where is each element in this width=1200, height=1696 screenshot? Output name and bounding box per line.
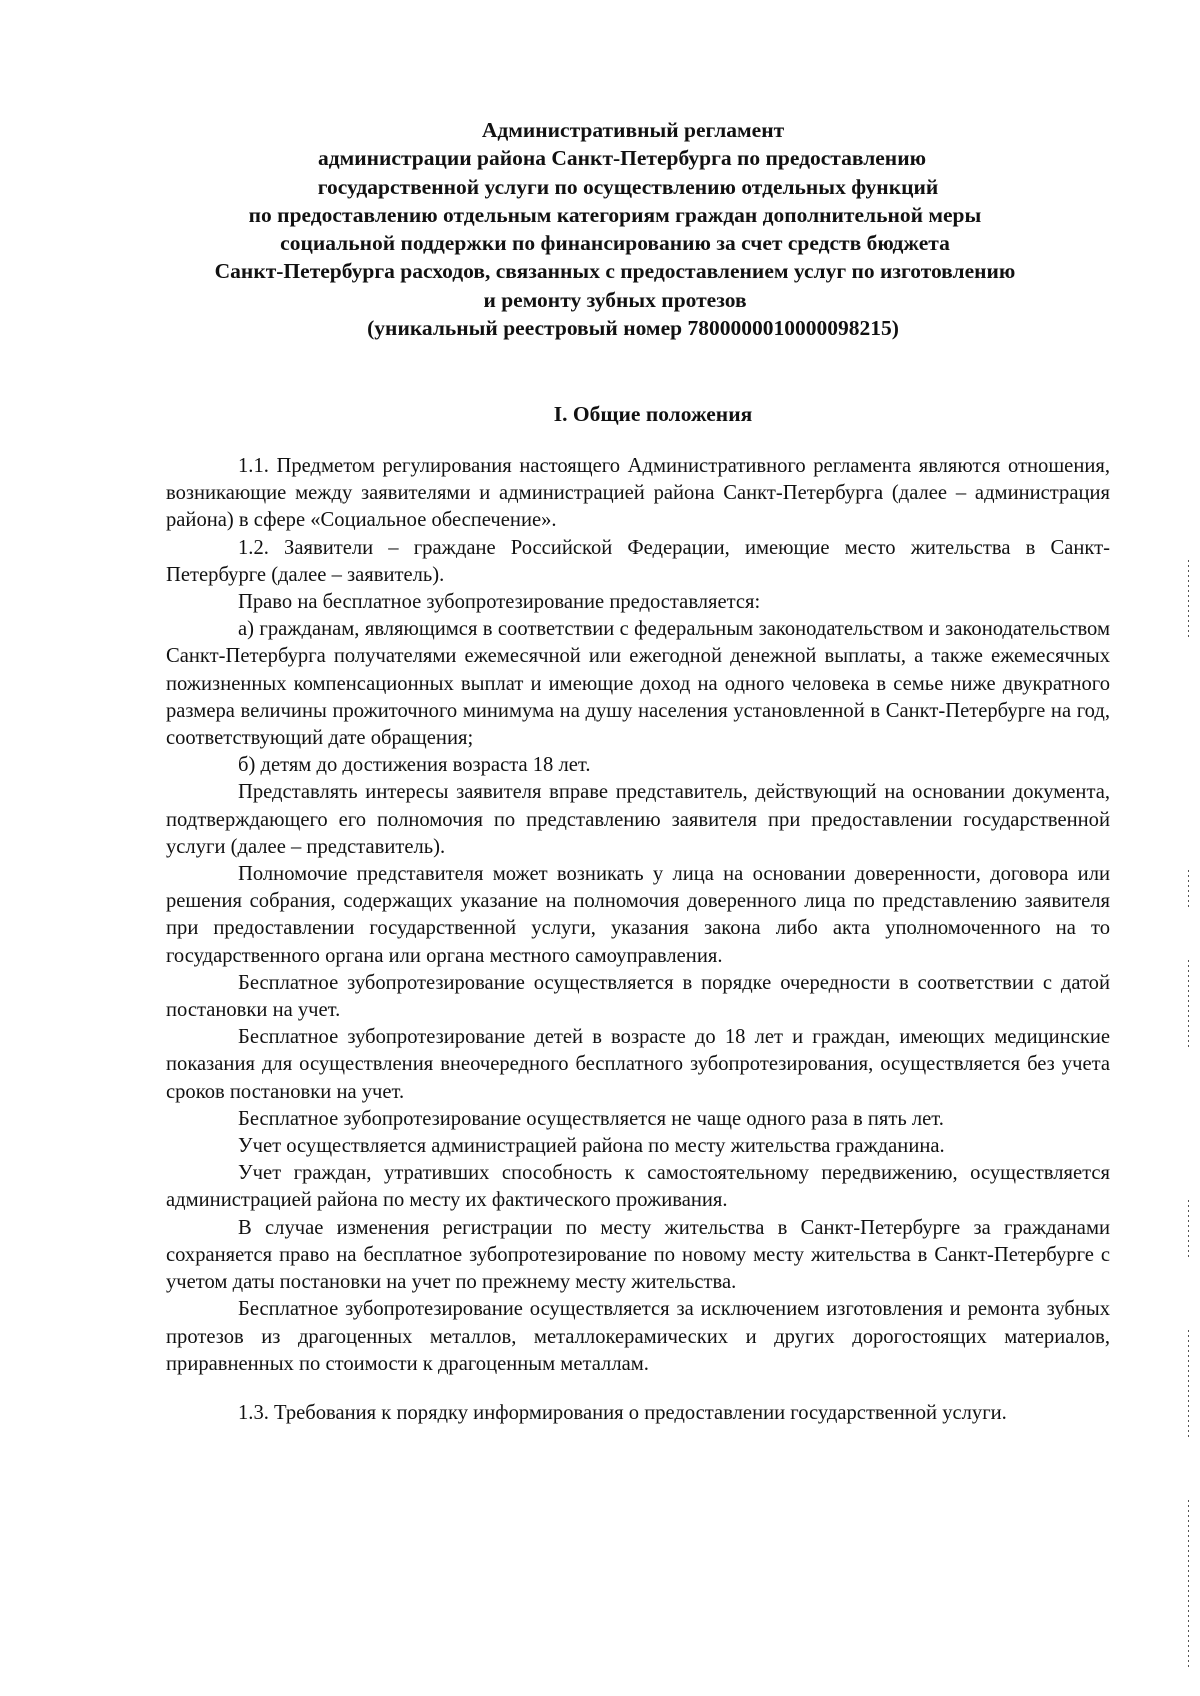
paragraph: Полномочие представителя может возникать у лица на основании доверенности, договора или решения собрания, содержащих указание на полномочия доверенного лица по представлению заявителя при предоставлении государственной услуги, указания закона либо акта уполномоченного на то государственного органа или органа местного самоуправления. [166,863,1110,967]
list-item-b: б) детям до достижения возраста 18 лет. [238,754,591,777]
title-line: Санкт-Петербурга расходов, связанных с предоставлением услуг по изготовлению [214,259,1016,284]
scan-mark [1188,1500,1189,1670]
document-body [166,453,1110,1427]
paragraph: Бесплатное зубопротезирование детей в возрасте до 18 лет и граждан, имеющих медицинские показания для осуществления внеочередного бесплатного зубопротезирования, осуществляется без учета сроков постановки на учет. [166,1026,1110,1103]
document-title [150,116,1080,342]
title-line: администрации района Санкт-Петербурга по предоставлению [317,146,927,171]
paragraph: Учет граждан, утративших способность к самостоятельному передвижению, осуществляется администрацией района по месту их фактического проживания. [166,1162,1110,1212]
paragraph: Бесплатное зубопротезирование осуществляется не чаще одного раза в пять лет. [238,1107,944,1130]
scan-mark [1188,1330,1189,1440]
paragraph-1-2: 1.2. Заявители – граждане Российской Федерации, имеющие место жительства в Санкт-Петербурге (далее – заявитель). [166,536,1110,586]
title-line: (уникальный реестровый номер 7800000010000098215) [367,316,899,341]
title-line: социальной поддержки по финансированию за счет средств бюджета [280,231,950,256]
scan-mark [1188,1200,1189,1260]
title-line: по предоставлению отдельным категориям граждан дополнительной меры [248,202,982,227]
title-line: Административный регламент [481,118,785,142]
paragraph: В случае изменения регистрации по месту жительства в Санкт-Петербурге за гражданами сохраняется право на бесплатное зубопротезирование по новому месту жительства в Санкт-Петербурге с учетом даты постановки на учет по прежнему месту жительства. [166,1216,1110,1294]
paragraph: Бесплатное зубопротезирование осуществляется за исключением изготовления и ремонта зубных протезов из драгоценных металлов, металлокерамических и других дорогостоящих материалов, приравненных по стоимости к драгоценным металлам. [166,1298,1110,1375]
paragraph-1-3: 1.3. Требования к порядку информирования о предоставлении государственной услуги. [238,1401,1007,1424]
list-item-a: а) гражданам, являющимся в соответствии с федеральным законодательством и законодательством Санкт-Петербурга получателями ежемесячной или ежегодной денежной выплаты, а также ежемесячных пожизненных компенсационных выплат и имеющие доход на одного человека в семье ниже двукратного размера величины прожиточного минимума на душу населения установленной в Санкт-Петербурге на год, соответствующий дате обращения; [166,618,1110,750]
title-line: государственной услуги по осуществлению отдельных функций [317,174,939,199]
paragraph: Представлять интересы заявителя вправе представитель, действующий на основании документа, подтверждающего его полномочия по представлению заявителя при предоставлении государственной услуги (далее – представитель). [166,781,1110,858]
scan-mark [1188,870,1189,910]
paragraph: Бесплатное зубопротезирование осуществляется в порядке очередности в соответствии с датой постановки на учет. [166,971,1110,1022]
paragraph-1-1: 1.1. Предметом регулирования настоящего Административного регламента являются отношения, возникающие между заявителями и администрацией района Санкт-Петербурга (далее – администрация района) в сфере «Социальное обеспечение». [166,455,1110,532]
scan-edge-marks [1186,540,1192,1670]
scan-mark [1188,560,1189,640]
paragraph: Учет осуществляется администрацией района по месту жительства гражданина. [238,1135,945,1158]
section-heading: I. Общие положения [553,402,753,426]
scan-mark [1188,960,1189,1050]
title-line: и ремонту зубных протезов [483,287,747,312]
paragraph: Право на бесплатное зубопротезирование предоставляется: [238,591,761,614]
